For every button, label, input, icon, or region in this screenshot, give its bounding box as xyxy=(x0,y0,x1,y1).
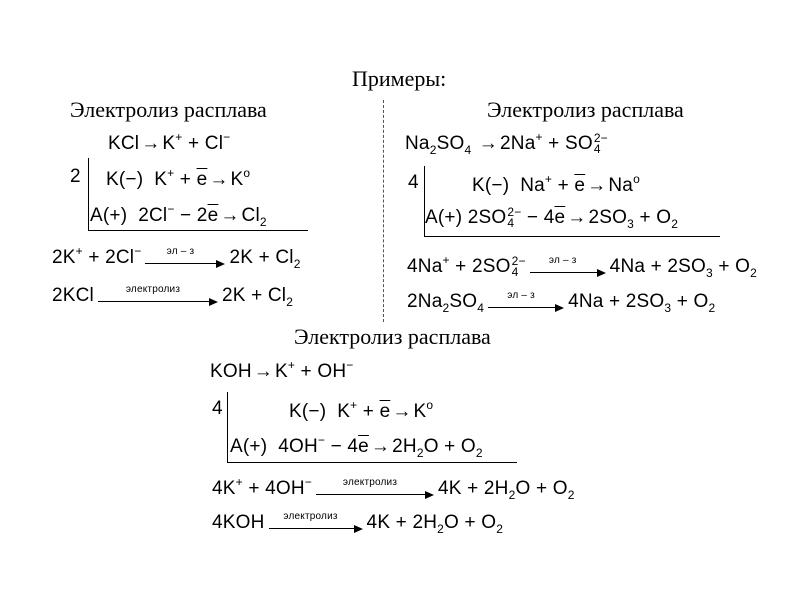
koh-ionic-equation: 4K+ + 4OH− электролиз $4K + 2H_2O + O_2$ xyxy=(212,475,575,502)
na2so4-factor: 4 xyxy=(408,172,419,193)
kcl-dissociation: KCl → K+ + Cl− xyxy=(108,130,231,154)
kcl-cathode: K(−) $K^+ + \overline{e} \to K^o$ xyxy=(106,166,251,190)
kcl-sum-line xyxy=(88,230,308,231)
kcl-section-title: Электролиз расплава xyxy=(70,97,267,122)
koh-sum-line xyxy=(227,462,517,463)
koh-bracket xyxy=(227,392,228,462)
na2so4-ionic-equation: 4Na+ + 2SO 2− 4 эл – з $4Na + 2SO_3 + O_2$ xyxy=(407,253,757,280)
kcl-bracket xyxy=(88,158,89,230)
kcl-factor: 2 xyxy=(70,166,81,187)
na2so4-dissociation: $Na_2SO_4 \to 2Na^+$ + SO 2− 4 xyxy=(405,130,608,157)
kcl-overall-equation: 2KCl электролиз $2K + Cl_2$ xyxy=(52,284,294,310)
koh-anode: A(+) $4OH^- - 4\overline{e} \to 2H_2O + O_2$ xyxy=(230,433,483,460)
koh-section-title: Электролиз расплава xyxy=(294,324,491,349)
na2so4-sum-line xyxy=(424,236,720,237)
kcl-anode: A(+) $2Cl^- - 2\overline{e} \to Cl_2$ xyxy=(90,202,267,229)
na2so4-section-title: Электролиз расплава xyxy=(487,97,684,122)
kcl-ionic-equation: 2K+ + 2Cl− эл – з $2K + Cl_2$ xyxy=(52,244,301,271)
na2so4-anode: A(+) 2SO 2− 4 − $4\overline{e} \to 2SO_3 + O_2$ xyxy=(425,205,679,232)
koh-overall-equation: 4KOH электролиз $4K + 2H_2O + O_2$ xyxy=(212,511,504,537)
na2so4-overall-equation: $2Na_2SO_4$ эл – з $4Na + 2SO_3 + O_2$ xyxy=(407,290,716,316)
column-divider xyxy=(383,100,384,322)
koh-dissociation: KOH → K+ + OH− xyxy=(210,358,354,382)
page-title: Примеры: xyxy=(352,66,447,91)
koh-cathode: K(−) $K^+ + \overline{e} \to K^o$ xyxy=(289,398,434,422)
na2so4-cathode: K(−) $Na^+ + \overline{e} \to Na^o$ xyxy=(472,172,640,196)
koh-factor: 4 xyxy=(212,398,223,419)
